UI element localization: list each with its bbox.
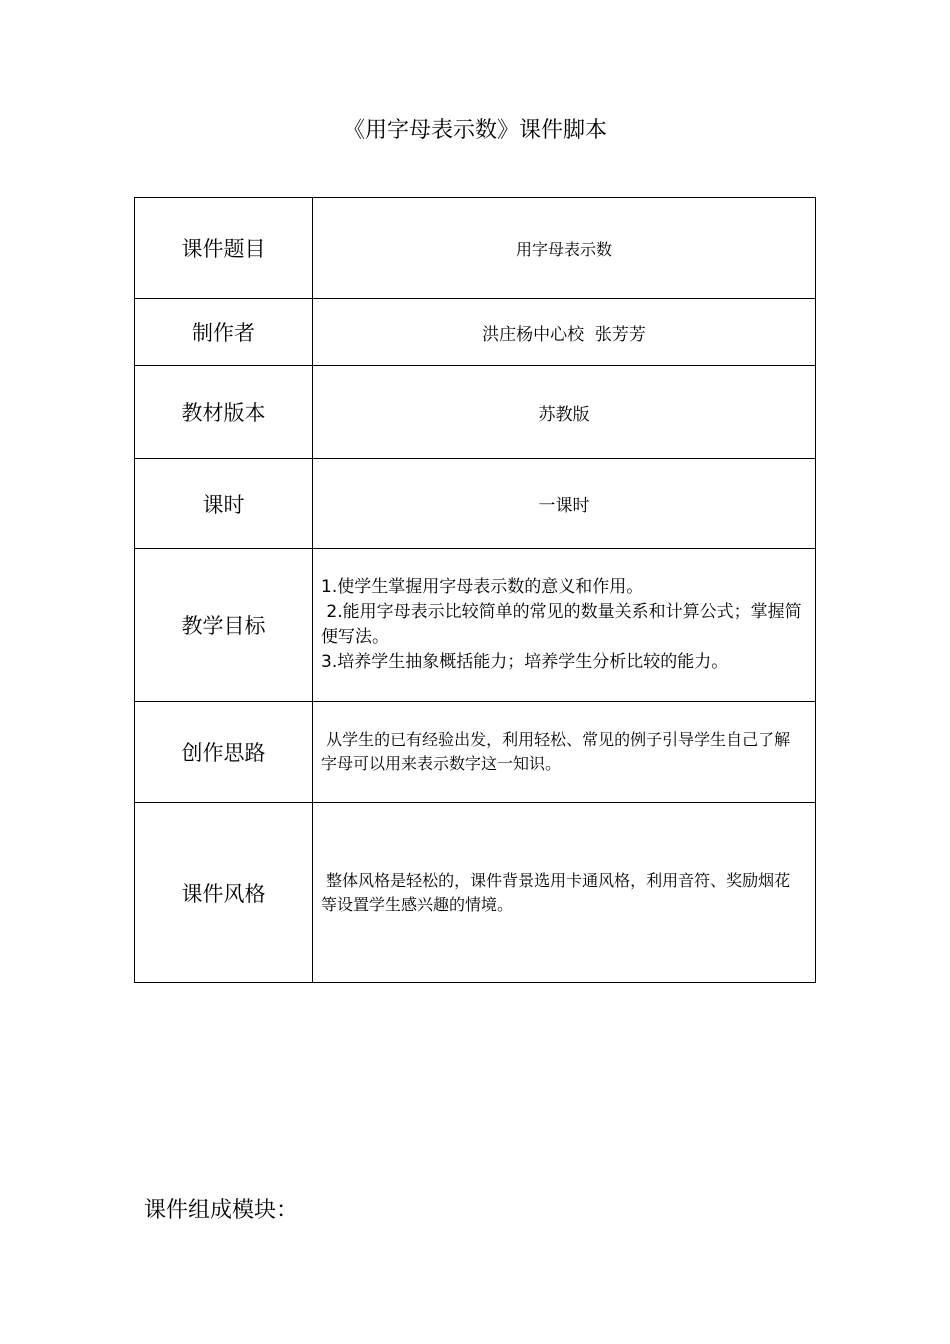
row-value-period: 一课时 <box>313 459 816 549</box>
goal-item-2: 2.能用字母表示比较简单的常见的数量关系和计算公式；掌握简便写法。 <box>321 602 802 647</box>
row-label-author: 制作者 <box>135 299 313 366</box>
row-label-goals: 教学目标 <box>135 549 313 702</box>
row-value-approach: 从学生的已有经验出发，利用轻松、常见的例子引导学生自己了解字母可以用来表示数字这一知识。 <box>313 702 816 803</box>
table-row-approach <box>135 702 816 803</box>
course-info-table <box>134 197 816 983</box>
table-row-style <box>135 803 816 983</box>
row-label-topic: 课件题目 <box>135 198 313 299</box>
table-row-goals <box>135 549 816 702</box>
row-label-approach: 创作思路 <box>135 702 313 803</box>
table-row-edition <box>135 366 816 459</box>
row-value-goals <box>313 549 816 702</box>
goal-item-1: 1.使学生掌握用字母表示数的意义和作用。 <box>321 577 644 597</box>
table-row-author <box>135 299 816 366</box>
table-row-topic <box>135 198 816 299</box>
goal-item-3: 3.培养学生抽象概括能力；培养学生分析比较的能力。 <box>321 652 729 672</box>
row-value-edition: 苏教版 <box>313 366 816 459</box>
document-title: 《用字母表示数》课件脚本 <box>342 118 607 143</box>
row-label-period: 课时 <box>135 459 313 549</box>
row-value-style: 整体风格是轻松的，课件背景选用卡通风格，利用音符、奖励烟花等设置学生感兴趣的情境。 <box>313 803 816 983</box>
row-value-author: 洪庄杨中心校 张芳芳 <box>313 299 816 366</box>
table-row-period <box>135 459 816 549</box>
row-label-style: 课件风格 <box>135 803 313 983</box>
modules-heading: 课件组成模块： <box>144 1198 299 1223</box>
row-label-edition: 教材版本 <box>135 366 313 459</box>
row-value-topic: 用字母表示数 <box>313 198 816 299</box>
